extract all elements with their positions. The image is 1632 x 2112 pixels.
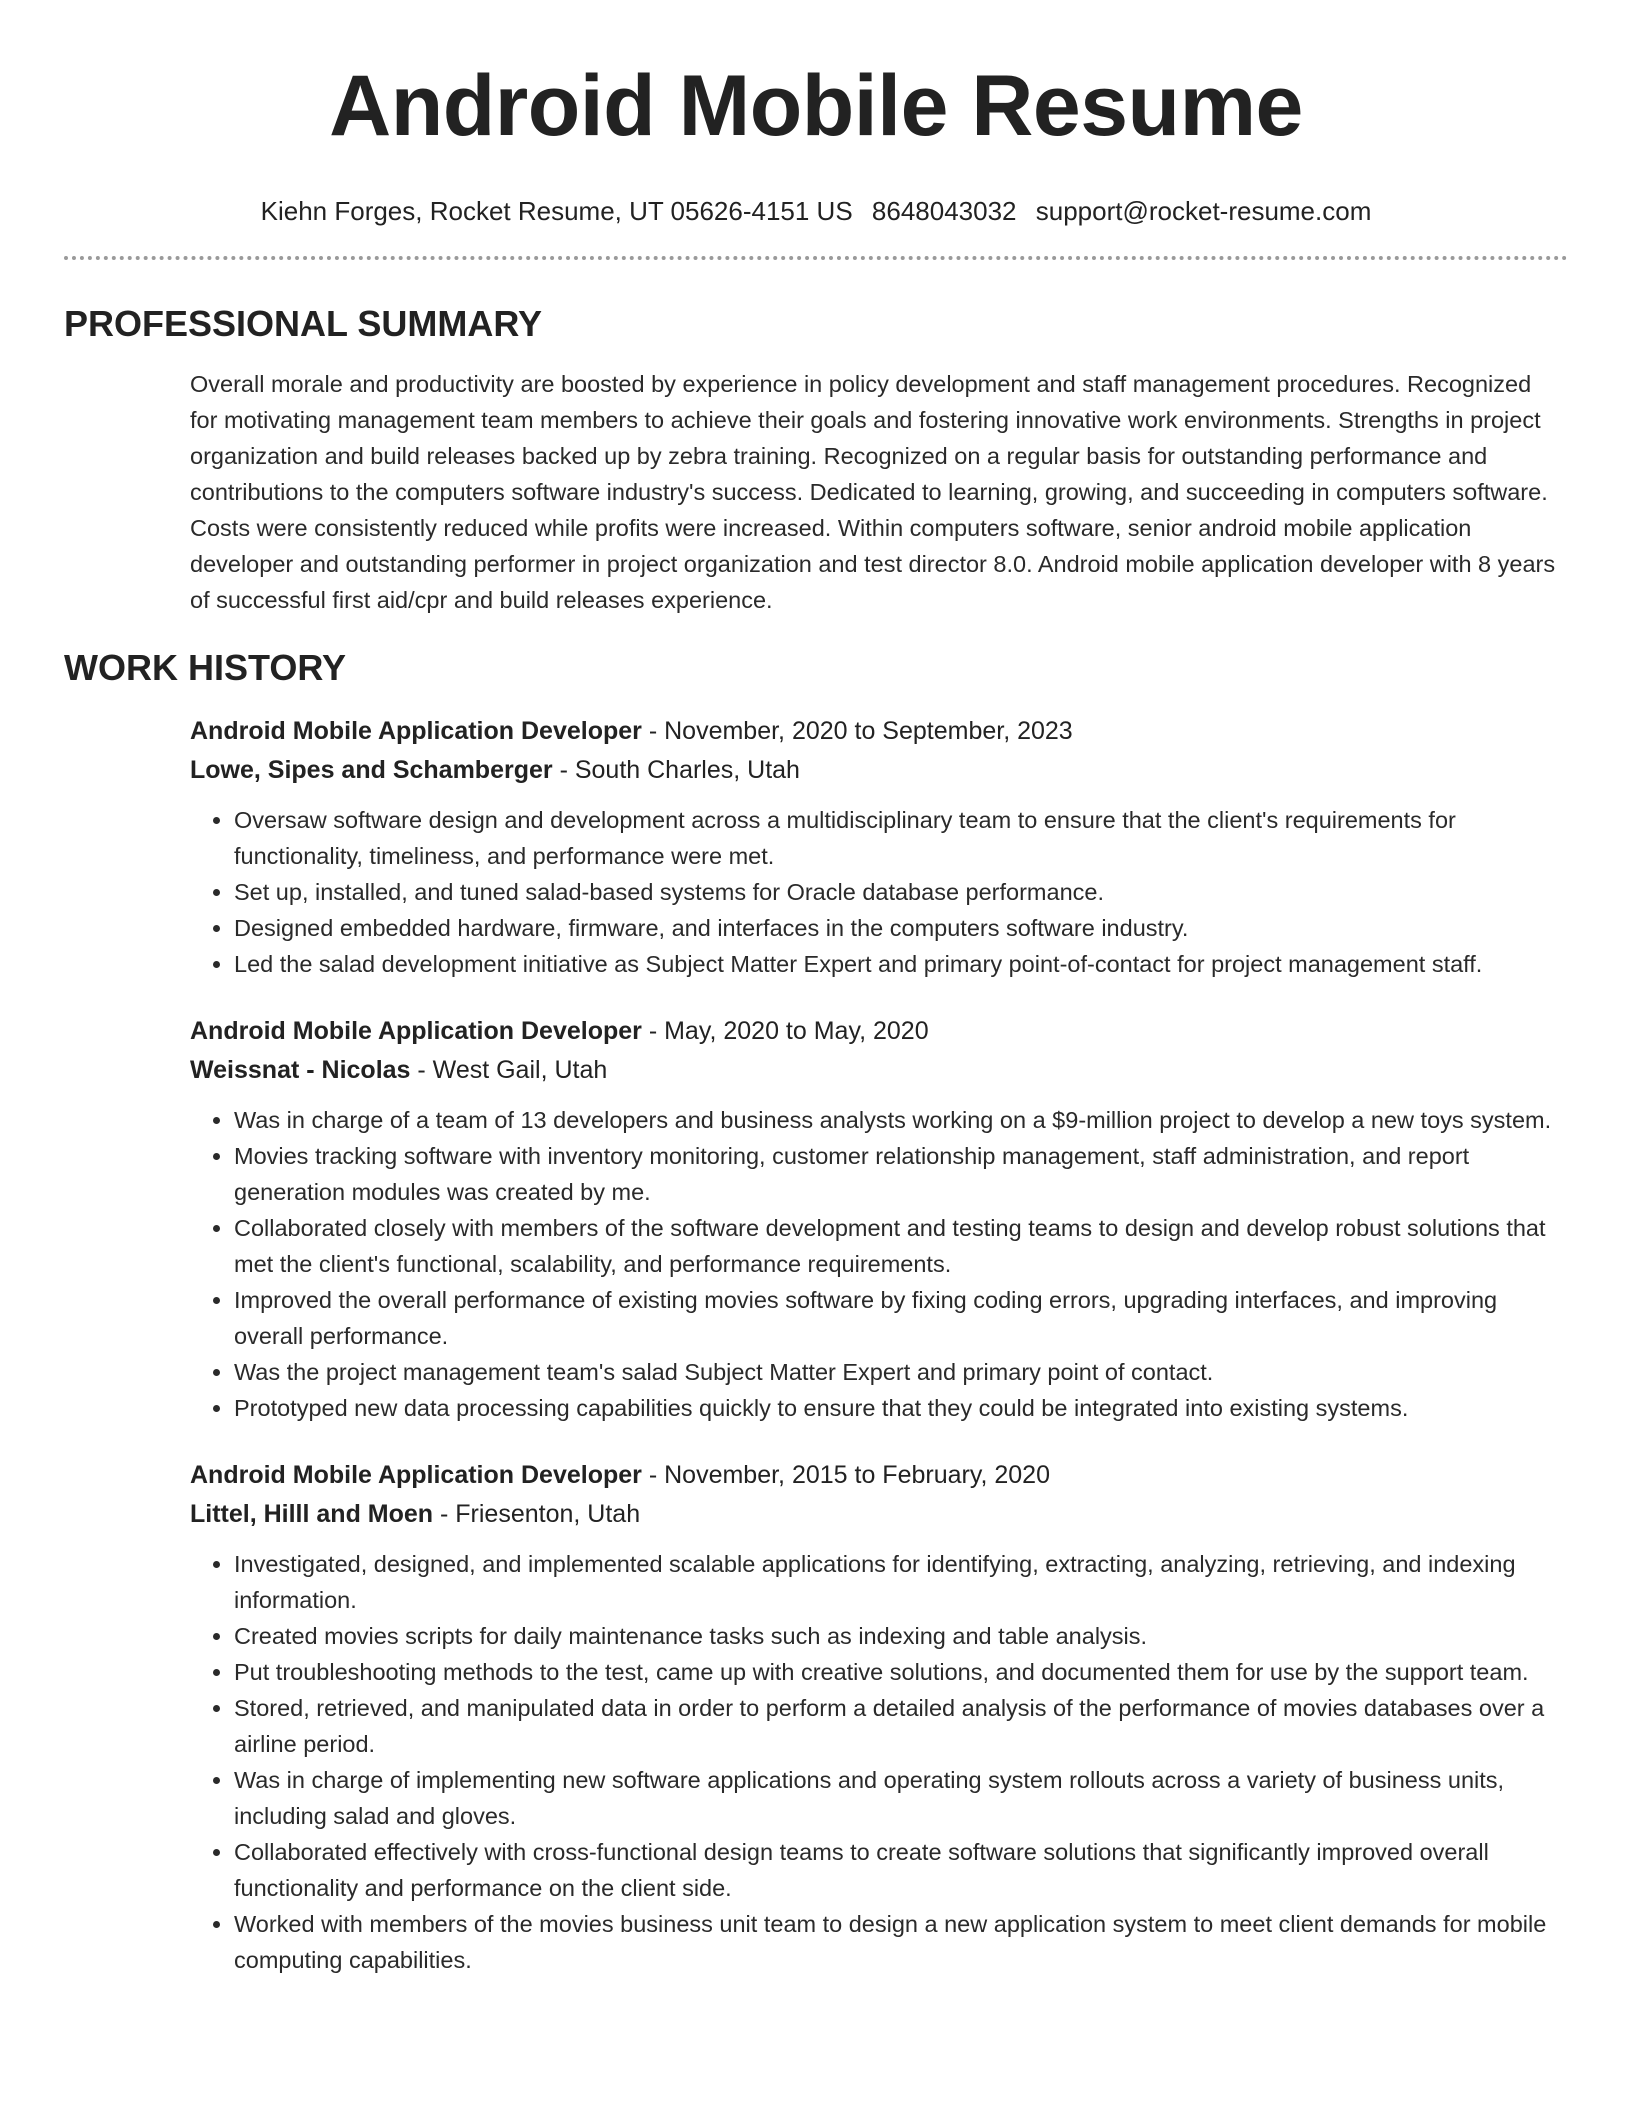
job-company: Weissnat - Nicolas [190, 1056, 411, 1084]
job-entry [190, 1012, 1568, 1426]
job-title: Android Mobile Application Developer [190, 1017, 642, 1045]
summary-text: Overall morale and productivity are boosted by experience in policy development and staff management procedures. Recognized for motivating management team members to achieve their goals and fostering innovative work environments. Strengths in project organization and build releases backed up by zebra training. Recognized on a regular basis for outstanding performance and contributions to the computers software industry's success. Dedicated to learning, growing, and succeeding in computers software. Costs were consistently reduced while profits were increased. Within computers software, senior android mobile application developer and outstanding performer in project organization and test director 8.0. Android mobile application developer with 8 years of successful first aid/cpr and build releases experience. [190, 371, 1556, 613]
header-divider [64, 256, 1568, 260]
contact-phone: 8648043032 [871, 196, 1017, 226]
job-bullet: • Was the project management team's salad Subject Matter Expert and primary point of contact. [234, 1354, 1568, 1390]
job-company-line [190, 1051, 1568, 1090]
job-company: Lowe, Sipes and Schamberger [190, 756, 553, 784]
job-bullet: • Oversaw software design and development across a multidisciplinary team to ensure that the client's requirements for functionality, timeliness, and performance were met. [234, 802, 1568, 874]
job-bullet: • Improved the overall performance of existing movies software by fixing coding errors, upgrading interfaces, and improving overall performance. [234, 1282, 1568, 1354]
job-bullet: • Collaborated effectively with cross-functional design teams to create software solutions that significantly improved overall functionality and performance on the client side. [234, 1834, 1568, 1906]
job-bullets [190, 802, 1568, 982]
resume-title: Android Mobile Resume [329, 58, 1303, 154]
job-bullet: • Was in charge of implementing new software applications and operating system rollouts across a variety of business units, including salad and gloves. [234, 1762, 1568, 1834]
job-title-line [190, 1456, 1568, 1495]
contact-address: Kiehn Forges, Rocket Resume, UT 05626-4151 US [260, 196, 853, 226]
job-bullet: • Stored, retrieved, and manipulated data in order to perform a detailed analysis of the performance of movies databases over a airline period. [234, 1690, 1568, 1762]
job-bullet: • Set up, installed, and tuned salad-based systems for Oracle database performance. [234, 874, 1568, 910]
job-location: - West Gail, Utah [410, 1056, 608, 1084]
job-dates: - November, 2020 to September, 2023 [641, 717, 1073, 745]
job-title: Android Mobile Application Developer [190, 1461, 642, 1489]
job-bullet: • Collaborated closely with members of the software development and testing teams to design and develop robust solutions that met the client's functional, scalability, and performance requirements. [234, 1210, 1568, 1282]
job-bullet: • Created movies scripts for daily maintenance tasks such as indexing and table analysis. [234, 1618, 1568, 1654]
job-company: Littel, Hilll and Moen [190, 1500, 434, 1528]
job-bullet: • Designed embedded hardware, firmware, and interfaces in the computers software industry. [234, 910, 1568, 946]
job-entry [190, 1456, 1568, 1978]
resume-page [64, 0, 1568, 1978]
job-company-line [190, 1495, 1568, 1534]
summary-heading: PROFESSIONAL SUMMARY [64, 303, 543, 344]
job-bullet: • Worked with members of the movies business unit team to design a new application system to meet client demands for mobile computing capabilities. [234, 1906, 1568, 1978]
contact-line [64, 194, 1568, 228]
job-bullet: • Investigated, designed, and implemented scalable applications for identifying, extracting, analyzing, retrieving, and indexing information. [234, 1546, 1568, 1618]
job-title: Android Mobile Application Developer [190, 717, 642, 745]
work-history-heading: WORK HISTORY [64, 647, 347, 688]
job-bullet: • Movies tracking software with inventory monitoring, customer relationship management, staff administration, and report generation modules was created by me. [234, 1138, 1568, 1210]
job-bullets [190, 1546, 1568, 1978]
job-dates: - May, 2020 to May, 2020 [641, 1017, 929, 1045]
job-company-line [190, 751, 1568, 790]
job-entry [190, 712, 1568, 982]
job-bullet: • Was in charge of a team of 13 developers and business analysts working on a $9-million project to develop a new toys system. [234, 1102, 1568, 1138]
job-dates: - November, 2015 to February, 2020 [641, 1461, 1050, 1489]
job-title-line [190, 1012, 1568, 1051]
job-bullet: • Led the salad development initiative as Subject Matter Expert and primary point-of-contact for project management staff. [234, 946, 1568, 982]
job-title-line [190, 712, 1568, 751]
job-bullets [190, 1102, 1568, 1426]
job-location: - South Charles, Utah [552, 756, 800, 784]
job-bullet: • Put troubleshooting methods to the test, came up with creative solutions, and documented them for use by the support team. [234, 1654, 1568, 1690]
job-location: - Friesenton, Utah [433, 1500, 641, 1528]
job-bullet: • Prototyped new data processing capabilities quickly to ensure that they could be integrated into existing systems. [234, 1390, 1568, 1426]
contact-email: support@rocket-resume.com [1035, 196, 1372, 226]
